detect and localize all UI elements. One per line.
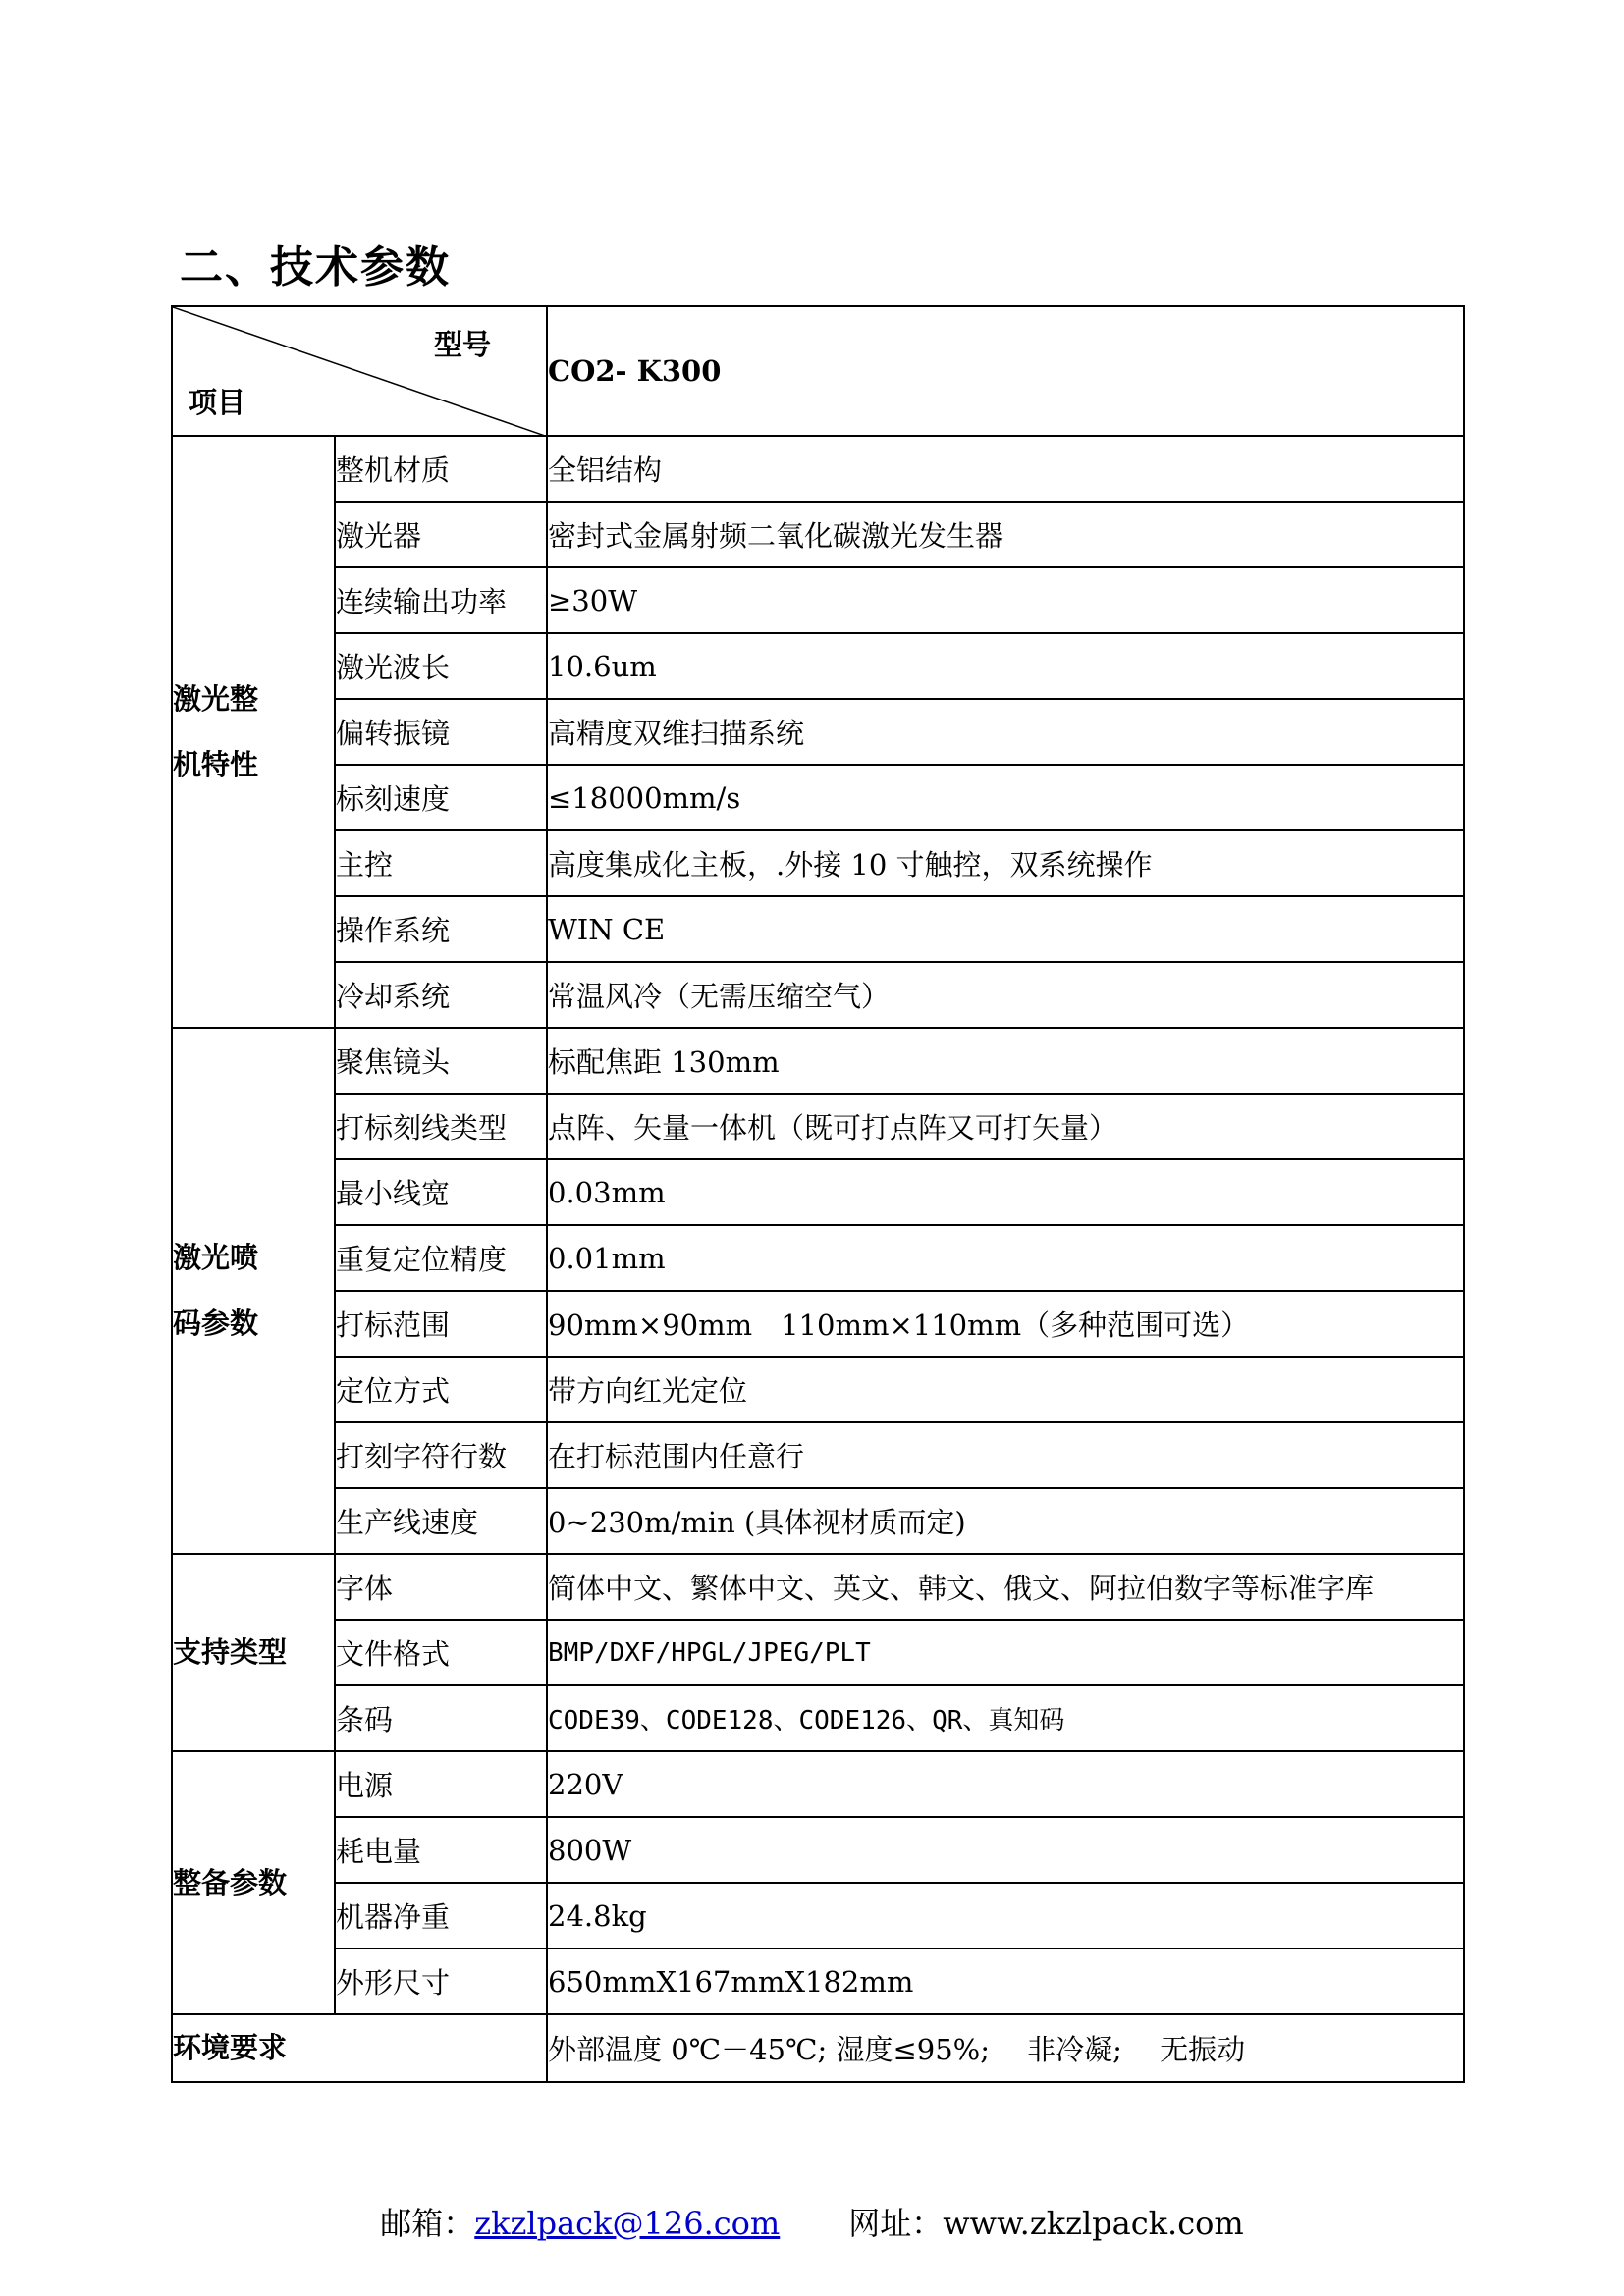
header-row <box>172 306 1464 436</box>
value-cell: BMP/DXF/HPGL/JPEG/PLT <box>547 1620 1464 1685</box>
item-cell: 重复定位精度 <box>335 1225 547 1291</box>
table-row <box>172 1620 1464 1685</box>
value-cell: 0~230m/min (具体视材质而定) <box>547 1488 1464 1554</box>
value-cell: 800W <box>547 1817 1464 1883</box>
value-cell: 220V <box>547 1751 1464 1817</box>
item-cell: 偏转振镜 <box>335 699 547 765</box>
value-cell: 90mm×90mm 110mm×110mm（多种范围可选） <box>547 1291 1464 1357</box>
table-row <box>172 1949 1464 2014</box>
value-cell: ≤18000mm/s <box>547 765 1464 830</box>
environment-label: 环境要求 <box>172 2014 547 2082</box>
item-cell: 操作系统 <box>335 896 547 962</box>
table-row <box>172 1094 1464 1159</box>
item-cell: 标刻速度 <box>335 765 547 830</box>
table-row <box>172 633 1464 699</box>
item-cell: 冷却系统 <box>335 962 547 1028</box>
value-cell: 高度集成化主板，.外接 10 寸触控，双系统操作 <box>547 830 1464 896</box>
item-cell: 生产线速度 <box>335 1488 547 1554</box>
value-cell: 0.01mm <box>547 1225 1464 1291</box>
table-row <box>172 1488 1464 1554</box>
value-cell: 在打标范围内任意行 <box>547 1422 1464 1488</box>
table-row <box>172 699 1464 765</box>
item-cell: 连续输出功率 <box>335 567 547 633</box>
table-row <box>172 1159 1464 1225</box>
table-row <box>172 962 1464 1028</box>
table-row <box>172 567 1464 633</box>
value-cell: 0.03mm <box>547 1159 1464 1225</box>
item-label: 项目 <box>189 386 246 419</box>
item-cell: 机器净重 <box>335 1883 547 1949</box>
category-cell: 激光整 机特性 <box>172 436 335 1028</box>
environment-value: 外部温度 0℃－45℃; 湿度≤95%; 非冷凝; 无振动 <box>547 2014 1464 2082</box>
table-row <box>172 1028 1464 1094</box>
item-cell: 耗电量 <box>335 1817 547 1883</box>
table-row <box>172 1291 1464 1357</box>
table-row <box>172 1225 1464 1291</box>
web-label: 网址： <box>848 2205 944 2242</box>
item-cell: 整机材质 <box>335 436 547 502</box>
table-row <box>172 1751 1464 1817</box>
item-cell: 打标刻线类型 <box>335 1094 547 1159</box>
item-cell: 最小线宽 <box>335 1159 547 1225</box>
item-cell: 聚焦镜头 <box>335 1028 547 1094</box>
item-cell: 字体 <box>335 1554 547 1620</box>
value-cell: 全铝结构 <box>547 436 1464 502</box>
value-cell: 650mmX167mmX182mm <box>547 1949 1464 2014</box>
value-cell: 简体中文、繁体中文、英文、韩文、俄文、阿拉伯数字等标准字库 <box>547 1554 1464 1620</box>
category-cell: 支持类型 <box>172 1554 335 1751</box>
value-cell: CODE39、CODE128、CODE126、QR、真知码 <box>547 1685 1464 1751</box>
item-cell: 定位方式 <box>335 1357 547 1422</box>
category-cell: 整备参数 <box>172 1751 335 2014</box>
spec-table <box>171 305 1465 2083</box>
item-cell: 激光器 <box>335 502 547 567</box>
item-cell: 打刻字符行数 <box>335 1422 547 1488</box>
table-row <box>172 765 1464 830</box>
table-row <box>172 1883 1464 1949</box>
page-footer <box>0 2199 1624 2244</box>
item-cell: 条码 <box>335 1685 547 1751</box>
table-row <box>172 1817 1464 1883</box>
table-row <box>172 896 1464 962</box>
value-cell: 点阵、矢量一体机（既可打点阵又可打矢量） <box>547 1094 1464 1159</box>
model-value: CO2- K300 <box>547 306 1464 436</box>
value-cell: 密封式金属射频二氧化碳激光发生器 <box>547 502 1464 567</box>
table-row <box>172 1357 1464 1422</box>
item-cell: 文件格式 <box>335 1620 547 1685</box>
email-label: 邮箱： <box>380 2205 475 2242</box>
value-cell: 10.6um <box>547 633 1464 699</box>
item-cell: 主控 <box>335 830 547 896</box>
value-cell: 高精度双维扫描系统 <box>547 699 1464 765</box>
section-title: 二、技术参数 <box>180 242 451 293</box>
value-cell: ≥30W <box>547 567 1464 633</box>
item-cell: 激光波长 <box>335 633 547 699</box>
table-row <box>172 830 1464 896</box>
email-link[interactable]: zkzlpack@126.com <box>474 2205 781 2242</box>
item-cell: 电源 <box>335 1751 547 1817</box>
category-cell: 激光喷 码参数 <box>172 1028 335 1554</box>
item-cell: 打标范围 <box>335 1291 547 1357</box>
value-cell: WIN CE <box>547 896 1464 962</box>
model-label: 型号 <box>433 328 491 361</box>
table-row <box>172 502 1464 567</box>
value-cell: 带方向红光定位 <box>547 1357 1464 1422</box>
value-cell: 常温风冷（无需压缩空气） <box>547 962 1464 1028</box>
table-row <box>172 1422 1464 1488</box>
environment-row <box>172 2014 1464 2082</box>
item-cell: 外形尺寸 <box>335 1949 547 2014</box>
value-cell: 标配焦距 130mm <box>547 1028 1464 1094</box>
value-cell: 24.8kg <box>547 1883 1464 1949</box>
diagonal-header-cell <box>172 306 547 436</box>
table-row <box>172 436 1464 502</box>
table-row <box>172 1554 1464 1620</box>
web-address: www.zkzlpack.com <box>943 2205 1244 2242</box>
table-row <box>172 1685 1464 1751</box>
